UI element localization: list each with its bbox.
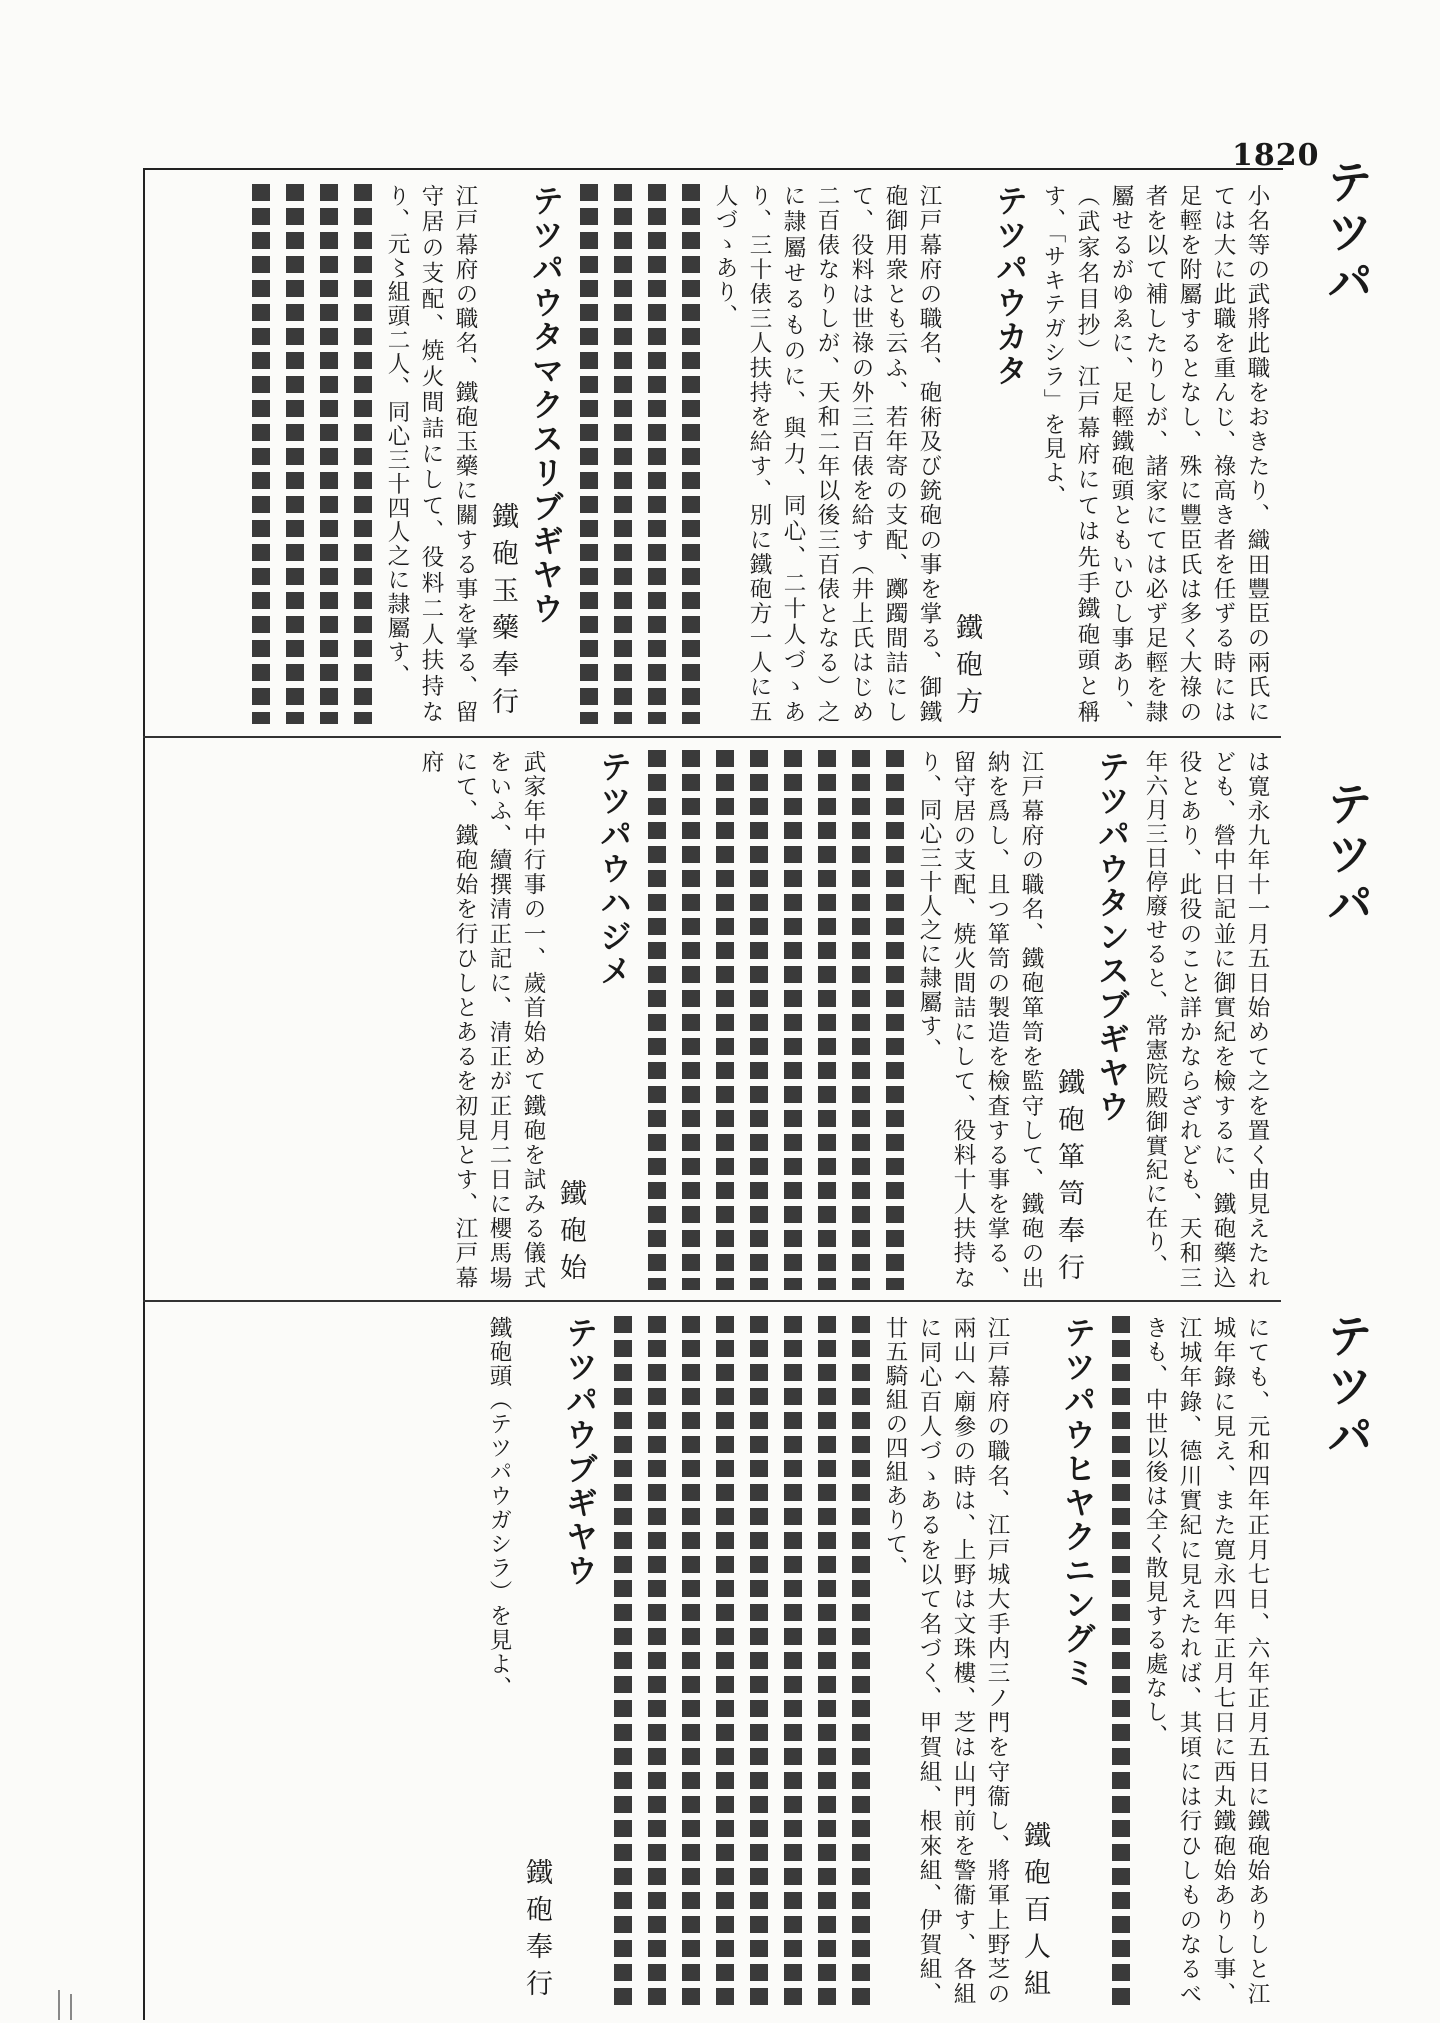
text-line-placeholder <box>742 750 776 1290</box>
entry-headword: テツパウタマクスリブギヤウ <box>527 184 565 626</box>
entry-headword: テツパウカタ <box>991 184 1029 388</box>
entry-headword: テツパウブギヤウ <box>561 1316 599 1588</box>
text-line-placeholder <box>776 1316 810 2006</box>
text-line-placeholder <box>878 750 912 1290</box>
page-number: 1820 <box>1232 138 1320 173</box>
text-line-placeholder <box>572 184 606 724</box>
dictionary-panel-1 <box>150 184 1274 724</box>
entry-kanji-gloss: 鐵砲奉行 <box>521 1858 552 2006</box>
text-line-placeholder <box>606 1316 640 2006</box>
text-line-placeholder <box>742 1316 776 2006</box>
text-line-placeholder <box>776 750 810 1290</box>
panel-2-opening: は寛永九年十一月五日始めて之を置く由見えたれども、營中日記並に御實紀を檢するに、鐵砲藥込役とあり、此役のこと詳かならざれども、天和三年六月三日停廢せると、常憲院殿御實紀に在り、 <box>1142 750 1270 1290</box>
text-line-placeholder <box>278 184 312 724</box>
section-tab-3: テツパ <box>1320 1312 1374 1462</box>
scan-edge-mark <box>58 1990 60 2020</box>
panel-divider-1 <box>143 736 1281 738</box>
entry-body: 江戸幕府の職名、江戸城大手内三ノ門を守衞し、將軍上野芝の兩山へ廟參の時は、上野は文珠樓、芝は山門前を警衞す、各組に同心百人づゝあるを以て名づく、甲賀組、根來組、伊賀組、廿五騎組の四組ありて、 <box>882 1316 1010 2006</box>
text-line-placeholder <box>346 184 380 724</box>
entry-headword: テツパウヒヤクニングミ <box>1059 1316 1097 1690</box>
entry-body: 武家年中行事の一、歲首始めて鐵砲を試みる儀式をいふ、續撰清正記に、清正が正月二日に櫻馬場にて、鐵砲始を行ひしとあるを初見とす、江戸幕府 <box>418 750 546 1290</box>
dictionary-panel-2 <box>150 750 1274 1290</box>
text-line-placeholder <box>810 1316 844 2006</box>
text-line-placeholder <box>844 750 878 1290</box>
text-line-placeholder <box>844 1316 878 2006</box>
section-tab-1: テツパ <box>1320 158 1374 308</box>
scan-edge-mark <box>70 1994 72 2020</box>
entry-headword: テツパウタンスブギヤウ <box>1093 750 1131 1124</box>
text-line-placeholder <box>606 184 640 724</box>
entry-body: 江戸幕府の職名、鐵砲箪笥を監守して、鐵砲の出納を爲し、且つ箪笥の製造を檢査する事を掌る、留守居の支配、焼火間詰にして、役料十人扶持なり、同心三十人之に隷屬す、 <box>916 750 1044 1290</box>
text-line-placeholder <box>674 1316 708 2006</box>
text-line-placeholder <box>674 184 708 724</box>
entry-kanji-gloss: 鐵砲始 <box>555 1179 586 1290</box>
entry-body: 江戸幕府の職名、砲術及び銃砲の事を掌る、御鐵砲御用衆とも云ふ、若年寄の支配、躑躅間詰にして、役料は世祿の外三百俵を給す（井上氏はじめ二百俵なりしが、天和二年以後三百俵となる）之に隷屬せるものに、與力、同心、二十人づゝあり、三十俵三人扶持を給す、別に鐵砲方一人に五人づゝあり、 <box>712 184 942 724</box>
text-line-placeholder <box>810 750 844 1290</box>
dictionary-panel-3 <box>150 1316 1274 2006</box>
text-line-placeholder <box>640 750 674 1290</box>
text-line-placeholder <box>1104 1316 1138 2006</box>
text-line-placeholder <box>312 184 346 724</box>
entry-headword: テツパウハジメ <box>595 750 633 988</box>
entry-body: 鐵砲頭（テツパウガシラ）を見よ、 <box>486 1316 512 1700</box>
text-line-placeholder <box>708 1316 742 2006</box>
entry-kanji-gloss: 鐵砲玉藥奉行 <box>487 502 518 724</box>
text-line-placeholder <box>244 184 278 724</box>
text-line-placeholder <box>708 750 742 1290</box>
text-line-placeholder <box>640 1316 674 2006</box>
entry-kanji-gloss: 鐵砲方 <box>951 613 982 724</box>
text-line-placeholder <box>640 184 674 724</box>
entry-body: 江戸幕府の職名、鐵砲玉藥に關する事を掌る、留守居の支配、焼火間詰にして、役料二人扶持なり、元〻組頭二人、同心三十四人之に隷屬す、 <box>384 184 478 724</box>
panel-3-opening: にても、元和四年正月七日、六年正月五日に鐵砲始ありしと江城年錄に見え、また寛永四年正月七日に西丸鐵砲始ありし事、江城年錄、德川實紀に見えたれば、其頃には行ひしものなるべきも、中世以後は全く散見する處なし、 <box>1142 1316 1270 2006</box>
entry-kanji-gloss: 鐵砲箪笥奉行 <box>1053 1068 1084 1290</box>
entry-kanji-gloss: 鐵砲百人組 <box>1019 1821 1050 2006</box>
panel-divider-2 <box>143 1300 1281 1302</box>
section-tab-2: テツパ <box>1320 780 1374 930</box>
text-line-placeholder <box>674 750 708 1290</box>
panel-1-opening: 小名等の武將此職をおきたり、織田豐臣の兩氏にては大に此職を重んじ、祿高き者を任ずる時には足輕を附屬するとなし、殊に豐臣氏は多く大祿の者を以て補したりしが、諸家にては必ず足輕を隷屬せるがゆゑに、足輕鐵砲頭ともいひし事あり、（武家名目抄）江戸幕府にては先手鐵砲頭と稱す、「サキテガシラ」を見よ、 <box>1040 184 1270 724</box>
